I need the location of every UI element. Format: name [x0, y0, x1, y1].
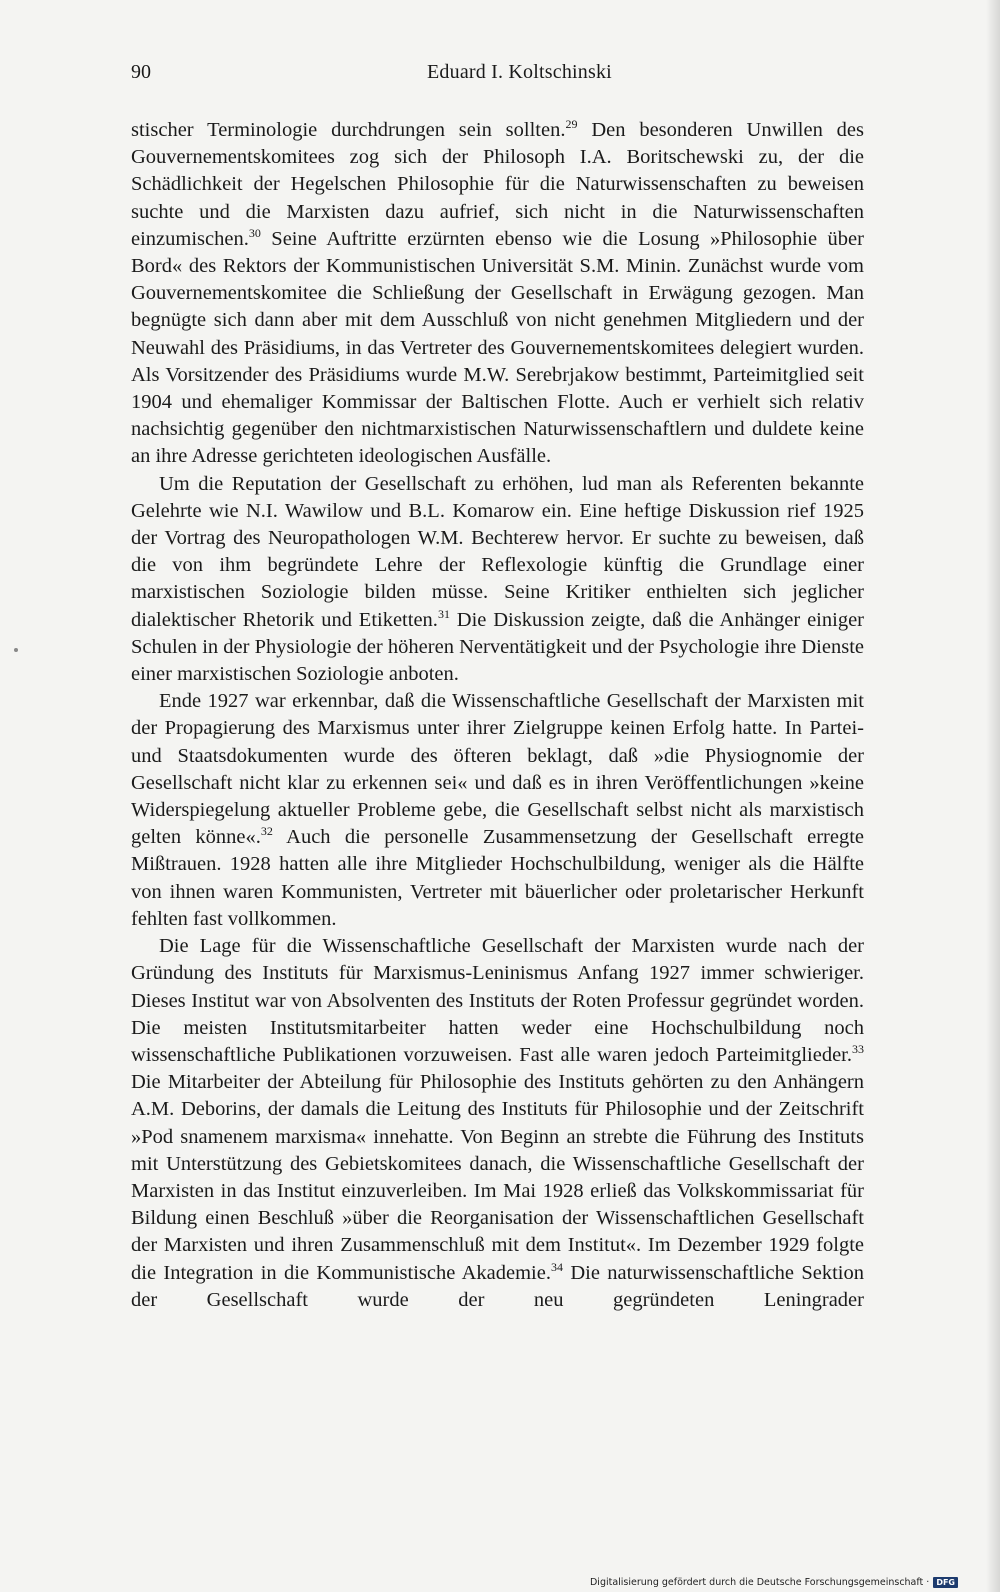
footer	[590, 1577, 958, 1588]
page-edge-shadow	[986, 0, 1000, 1592]
page-number: 90	[131, 61, 151, 83]
paragraph	[131, 688, 864, 933]
paragraph	[131, 117, 864, 471]
body-text	[131, 117, 864, 1314]
text-run: Auch die personelle Zusammensetzung der Gesellschaft erregte Mißtrauen. 1928 hatten alle ihre Mitglieder Hochschulbildung, weniger als die Hälfte von ihnen waren Kommunisten, Vertreter mit bäuerlicher oder proletarischer Herkunft fehlten fast vollkommen.	[131, 826, 864, 930]
text-run: Den besonderen Unwillen des Gouvernementskomitees zog sich der Philosoph I.A. Boritschewski zu, der die Schädlichkeit der Hegelschen Philosophie für die Naturwissenschaften zu beweisen suchte und die Marxisten dazu aufrief, sich nicht in die Naturwissenschaften einzumischen.	[131, 119, 864, 250]
text-run: Ende 1927 war erkennbar, daß die Wissenschaftliche Gesellschaft der Marxisten mit der Propagierung des Marxismus unter ihrer Zielgruppe keinen Erfolg hatte. In Partei- und Staatsdokumenten wurde des öfteren beklagt, daß »die Physiognomie der Gesellschaft nicht klar zu erkennen sei« und daß es in ihren Veröffentlichungen »keine Widerspiegelung aktueller Probleme gebe, die Gesellschaft selbst nicht als marxistisch gelten könne«.	[131, 690, 864, 849]
footnote-ref: 29	[565, 117, 578, 132]
text-run: Um die Reputation der Gesellschaft zu erhöhen, lud man als Referenten bekannte Gelehrte wie N.I. Wawilow und B.L. Komarow ein. Eine heftige Diskussion rief 1925 der Vortrag des Neuropathologen W.M. Bechterew hervor. Er suchte zu beweisen, daß die von ihm begründete Lehre der Reflexologie künftig die Grundlage einer marxistischen Soziologie bilden müsse. Seine Kritiker enthielten sich jeglicher dialektischer Rhetorik und Etiketten.	[131, 472, 864, 631]
footnote-ref: 34	[550, 1259, 563, 1274]
text-run: Seine Auftritte erzürnten ebenso wie die Losung »Philosophie über Bord« des Rektors der Kommunistischen Universität S.M. Minin. Zunächst wurde vom Gouvernementskomitee die Schließung der Gesellschaft in Erwägung gezogen. Man begnügte sich dann aber mit dem Ausschluß von nicht genehmen Mitgliedern und der Neuwahl des Präsidiums, in das Vertreter des Gouvernementskomitees delegiert wurden. Als Vorsitzender des Präsidiums wurde M.W. Serebrjakow bestimmt, Parteimitglied seit 1904 und ehemaliger Kommissar der Baltischen Flotte. Auch er verhielt sich relativ nachsichtig gegenüber den nichtmarxistischen Naturwissenschaftlern und duldete keine an ihre Adresse gerichteten ideologischen Ausfälle.	[131, 227, 864, 468]
paragraph	[131, 471, 864, 689]
funding-text: Digitalisierung gefördert durch die Deutsche Forschungsgemeinschaft ·	[589, 1577, 930, 1588]
paragraph	[131, 933, 864, 1314]
scan-mark	[14, 648, 18, 652]
dfg-logo-icon: DFG	[933, 1577, 958, 1588]
page-header	[131, 61, 865, 91]
footnote-ref: 31	[437, 606, 450, 621]
footnote-ref: 32	[260, 824, 273, 839]
text-run: Die Lage für die Wissenschaftliche Gesellschaft der Marxisten wurde nach der Gründung des Instituts für Marxismus-Leninismus Anfang 1927 immer schwieriger. Dieses Institut war von Absolventen des Instituts der Roten Professur gegründet worden. Die meisten Institutsmitarbeiter hatten weder eine Hochschulbildung noch wissenschaftliche Publikationen vorzuweisen. Fast alle waren jedoch Parteimitglieder.	[131, 935, 864, 1066]
footnote-ref: 30	[248, 225, 261, 240]
text-run: Die Mitarbeiter der Abteilung für Philosophie des Instituts gehörten zu den Anhängern A.M. Deborins, der damals die Leitung des Instituts für Philosophie und der Zeitschrift »Pod snamenem marxisma« innehatte. Von Beginn an strebte die Führung des Instituts mit Unterstützung des Gebietskomitees danach, die Wissenschaftliche Gesellschaft der Marxisten in das Institut einzuverleiben. Im Mai 1928 erließ das Volkskommissariat für Bildung einen Beschluß »über die Reorganisation der Wissenschaftlichen Gesellschaft der Marxisten und ihren Zusammenschluß mit dem Institut«. Im Dezember 1929 folgte die Integration in die Kommunistische Akademie.	[131, 1071, 864, 1284]
text-run: Die naturwissenschaftliche Sektion der Gesellschaft wurde der neu gegründeten Leningrader	[131, 1261, 864, 1311]
running-head: Eduard I. Koltschinski	[427, 61, 612, 83]
footnote-ref: 33	[852, 1042, 864, 1057]
text-run: Die Diskussion zeigte, daß die Anhänger einiger Schulen in der Physiologie der höheren Nerventätigkeit und der Psychologie ihre Dienste einer marxistischen Soziologie anboten.	[131, 608, 864, 686]
text-run: stischer Terminologie durchdrungen sein sollten.	[131, 119, 566, 141]
